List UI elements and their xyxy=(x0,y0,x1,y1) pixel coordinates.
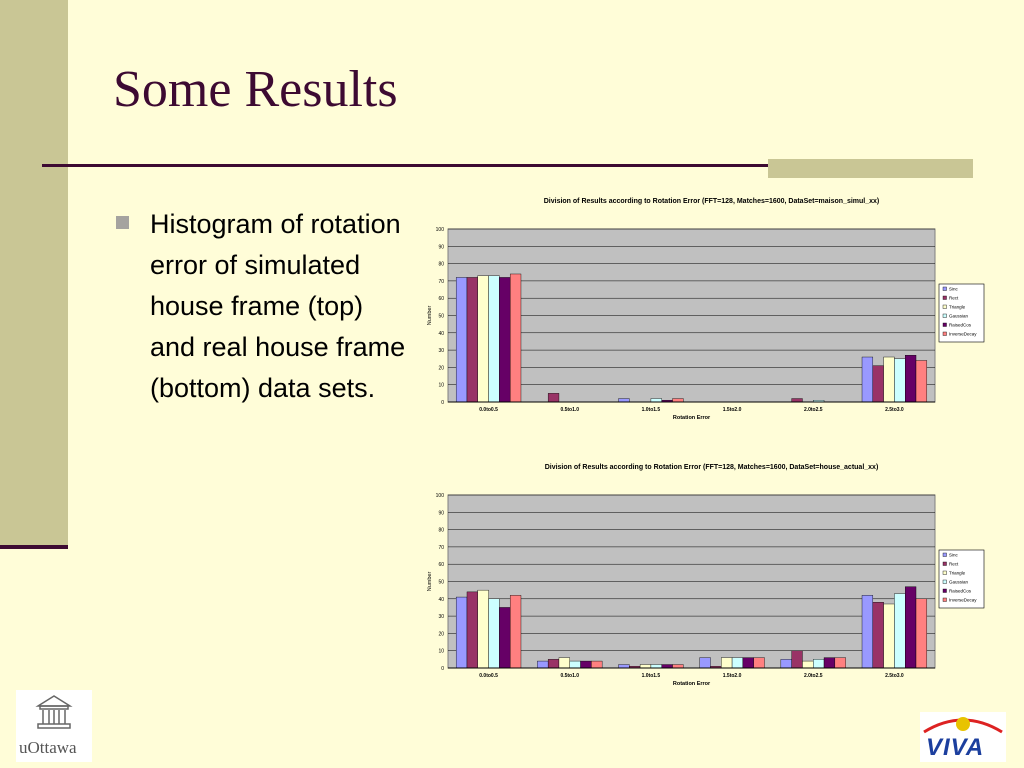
legend-label: Rect xyxy=(949,561,959,567)
legend-swatch xyxy=(943,571,947,575)
x-tick-label: 1.5to2.0 xyxy=(722,407,742,413)
x-tick-label: 0.0to0.5 xyxy=(479,673,498,679)
bar xyxy=(499,277,510,402)
y-tick-label: 70 xyxy=(438,544,444,551)
bar xyxy=(537,661,548,668)
legend-swatch xyxy=(943,305,947,309)
x-tick-label: 1.0to1.5 xyxy=(641,673,661,679)
bar xyxy=(591,661,602,668)
bar-chart-svg xyxy=(416,192,990,421)
legend-swatch xyxy=(943,332,947,336)
bar xyxy=(467,592,478,668)
bar xyxy=(673,399,684,402)
sidebar-band xyxy=(0,0,68,548)
bar xyxy=(478,590,489,668)
chart-title: Division of Results according to Rotation Error (FFT=128, Matches=1600, DataSet=house_actual_xx) xyxy=(544,464,879,471)
y-tick-label: 60 xyxy=(438,562,444,569)
bar xyxy=(640,665,651,668)
bar xyxy=(824,658,835,668)
bar xyxy=(651,665,662,668)
bar xyxy=(792,399,803,402)
legend-label: Sinc xyxy=(949,552,958,558)
legend-swatch xyxy=(943,287,947,291)
bar xyxy=(884,357,895,402)
legend-swatch xyxy=(943,314,947,318)
bar xyxy=(548,659,559,668)
bar xyxy=(662,665,673,668)
bar xyxy=(581,661,592,668)
bar xyxy=(456,597,467,668)
y-tick-label: 20 xyxy=(438,365,444,372)
legend-swatch xyxy=(943,562,947,566)
y-tick-label: 90 xyxy=(438,510,444,517)
y-tick-label: 20 xyxy=(438,631,444,638)
bar xyxy=(700,658,711,668)
bar xyxy=(743,658,754,668)
legend-label: RaisedCos xyxy=(949,588,972,594)
bar xyxy=(489,276,500,402)
y-tick-label: 90 xyxy=(438,244,444,251)
x-tick-label: 0.5to1.0 xyxy=(560,673,580,679)
y-tick-label: 0 xyxy=(441,400,444,406)
legend-label: Gaussian xyxy=(949,313,969,319)
legend-label: Sinc xyxy=(949,286,958,292)
y-tick-label: 100 xyxy=(435,493,444,499)
legend-label: Triangle xyxy=(949,304,966,310)
uottawa-logo-text: uOttawa xyxy=(19,738,77,757)
legend-swatch xyxy=(943,589,947,593)
y-tick-label: 10 xyxy=(438,382,444,389)
bar xyxy=(862,595,873,668)
bar xyxy=(905,355,916,402)
bar xyxy=(619,665,630,668)
bar xyxy=(732,658,743,668)
legend-label: Gaussian xyxy=(949,579,969,585)
bar xyxy=(754,658,765,668)
bar xyxy=(813,659,824,668)
legend-label: Rect xyxy=(949,295,959,301)
title-accent-bar xyxy=(768,159,973,178)
bar xyxy=(884,604,895,668)
y-tick-label: 80 xyxy=(438,527,444,534)
x-axis-label: Rotation Error xyxy=(672,415,711,421)
legend-label: InverseDecay xyxy=(949,331,977,337)
bar-chart-svg xyxy=(416,458,990,687)
bar xyxy=(916,360,927,402)
chart-title: Division of Results according to Rotation Error (FFT=128, Matches=1600, DataSet=maison_simul_xx) xyxy=(543,198,880,205)
y-tick-label: 40 xyxy=(438,330,444,337)
legend-swatch xyxy=(943,553,947,557)
bar xyxy=(916,599,927,668)
legend-label: InverseDecay xyxy=(949,597,977,603)
y-tick-label: 50 xyxy=(438,579,444,586)
y-tick-label: 40 xyxy=(438,596,444,603)
bar xyxy=(559,658,570,668)
bar xyxy=(570,661,581,668)
bar xyxy=(467,277,478,402)
y-tick-label: 50 xyxy=(438,313,444,320)
viva-logo xyxy=(920,712,1006,762)
y-tick-label: 30 xyxy=(438,614,444,621)
chart-real-house xyxy=(416,458,990,687)
legend-swatch xyxy=(943,598,947,602)
university-building-icon xyxy=(16,690,92,738)
bar xyxy=(862,357,873,402)
uottawa-logo xyxy=(16,690,92,762)
slide-title: Some Results xyxy=(113,61,398,118)
x-tick-label: 0.5to1.0 xyxy=(560,407,580,413)
bullet-text: Histogram of rotation error of simulated house frame (top) and real house frame (bottom) data sets. xyxy=(150,209,406,403)
chart-simulated-house xyxy=(416,192,990,421)
bar xyxy=(873,602,884,668)
bar xyxy=(510,274,521,402)
x-tick-label: 2.5to3.0 xyxy=(885,407,904,413)
y-tick-label: 100 xyxy=(435,227,444,233)
bullet-square-icon xyxy=(116,216,129,229)
x-tick-label: 0.0to0.5 xyxy=(479,407,498,413)
y-axis-label: Number xyxy=(427,305,433,326)
legend-swatch xyxy=(943,580,947,584)
x-tick-label: 1.5to2.0 xyxy=(722,673,742,679)
sidebar-rule xyxy=(0,545,68,549)
bar xyxy=(721,658,732,668)
bar xyxy=(456,277,467,402)
bar xyxy=(489,599,500,668)
bar xyxy=(651,399,662,402)
y-tick-label: 70 xyxy=(438,278,444,285)
y-tick-label: 60 xyxy=(438,296,444,303)
bar xyxy=(781,659,792,668)
legend-swatch xyxy=(943,323,947,327)
bar xyxy=(673,665,684,668)
bar xyxy=(894,594,905,668)
bar xyxy=(905,587,916,668)
x-tick-label: 1.0to1.5 xyxy=(641,407,661,413)
legend-label: RaisedCos xyxy=(949,322,972,328)
x-tick-label: 2.5to3.0 xyxy=(885,673,904,679)
y-tick-label: 30 xyxy=(438,348,444,355)
bar xyxy=(873,366,884,402)
y-axis-label: Number xyxy=(427,571,433,592)
x-axis-label: Rotation Error xyxy=(672,681,711,687)
bar xyxy=(499,607,510,668)
y-tick-label: 80 xyxy=(438,261,444,268)
bar xyxy=(478,276,489,402)
bar xyxy=(835,658,846,668)
x-tick-label: 2.0to2.5 xyxy=(803,673,823,679)
x-tick-label: 2.0to2.5 xyxy=(803,407,823,413)
bar xyxy=(548,393,559,402)
viva-logo-text: VIVA xyxy=(926,734,985,761)
bar xyxy=(792,651,803,668)
y-tick-label: 10 xyxy=(438,648,444,655)
bar xyxy=(802,661,813,668)
legend-label: Triangle xyxy=(949,570,966,576)
bar xyxy=(619,399,630,402)
legend-swatch xyxy=(943,296,947,300)
bar xyxy=(510,595,521,668)
y-tick-label: 0 xyxy=(441,666,444,672)
bar xyxy=(894,359,905,402)
